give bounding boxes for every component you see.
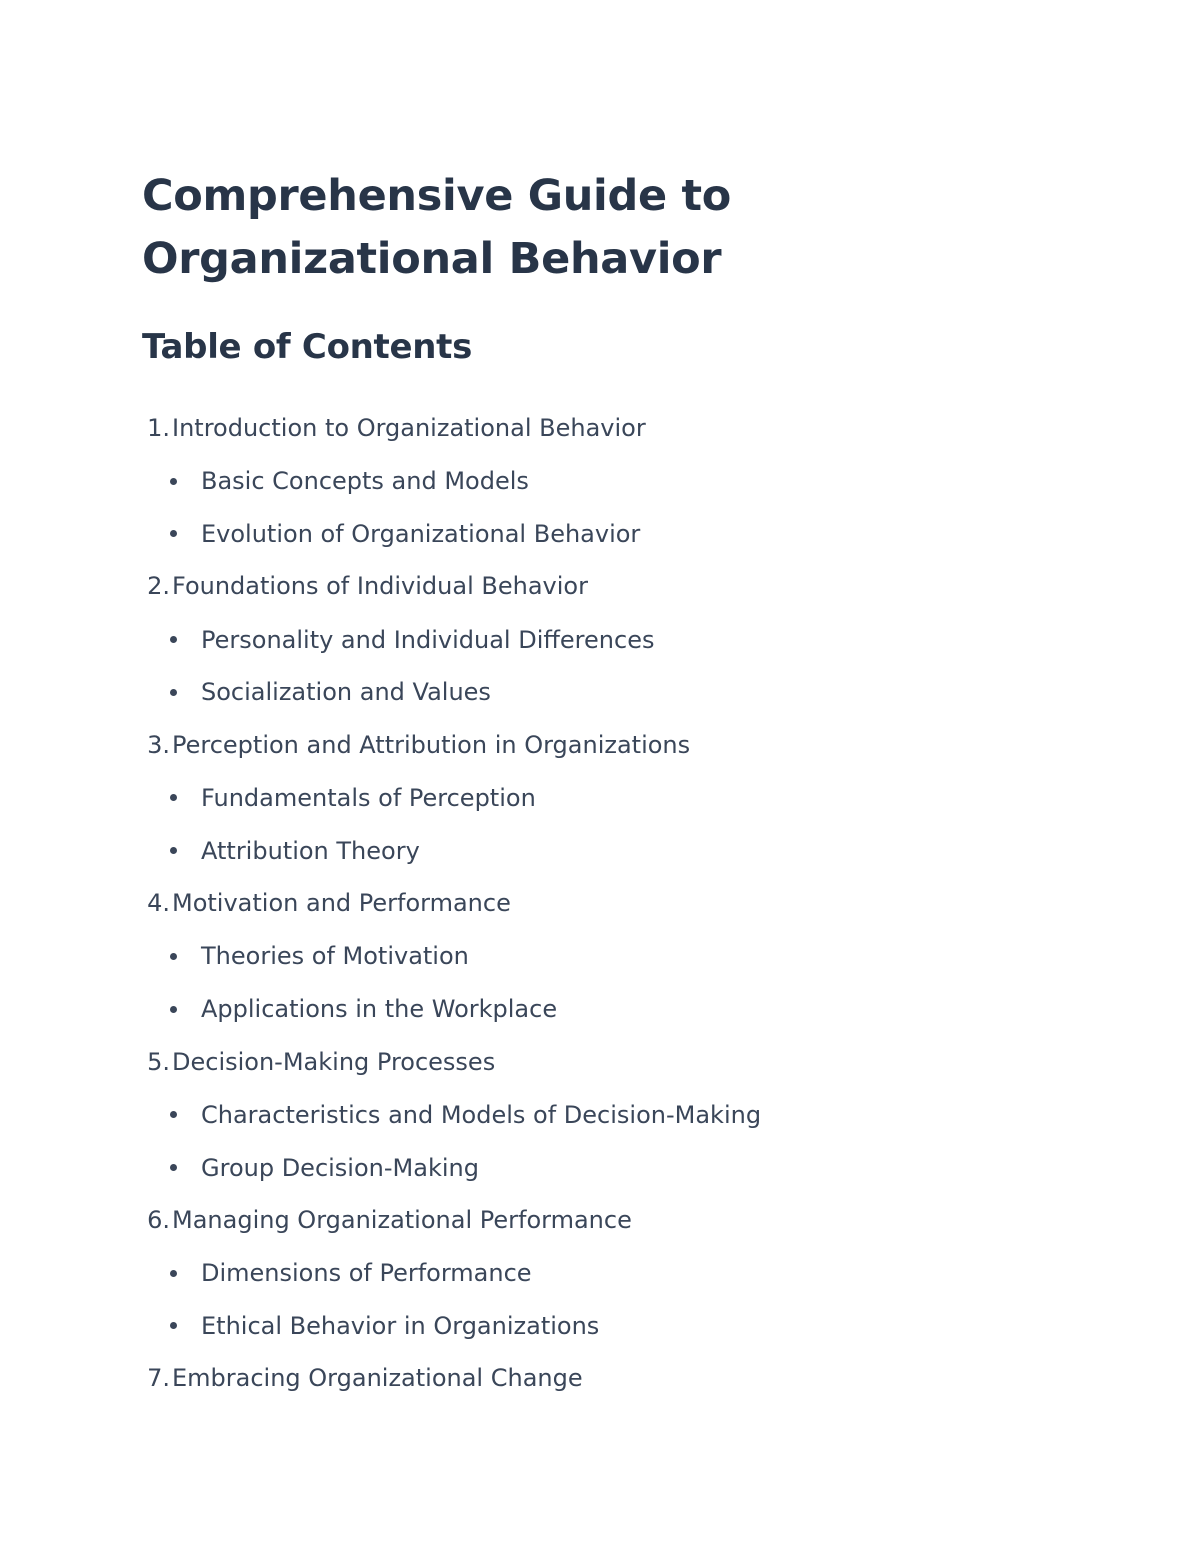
toc-section-row [142, 719, 1042, 772]
toc-section-number: 1. [147, 414, 170, 442]
toc-section-4 [142, 877, 1042, 1035]
toc-subsection-item [142, 930, 1042, 983]
bullet-icon [170, 847, 177, 854]
bullet-icon [170, 689, 177, 696]
table-of-contents [142, 402, 1042, 1405]
toc-subsection-item [142, 1141, 1042, 1194]
toc-section-number: 5. [147, 1047, 170, 1076]
toc-subsection-list [142, 613, 1042, 719]
toc-section-label: Decision-Making Processes [172, 1047, 496, 1076]
toc-section-5 [142, 1036, 1042, 1194]
toc-section-7 [142, 1352, 1042, 1405]
toc-section-label: Foundations of Individual Behavior [172, 572, 588, 601]
toc-subsection-item [142, 666, 1042, 719]
toc-subsection-label: Socialization and Values [201, 678, 491, 707]
toc-section-row [142, 560, 1042, 613]
toc-section-row [142, 1194, 1042, 1247]
toc-subsection-label: Evolution of Organizational Behavior [201, 519, 641, 548]
toc-section-1 [142, 402, 1042, 560]
toc-subsection-label: Fundamentals of Perception [201, 783, 536, 812]
toc-subsection-list [142, 1088, 1042, 1194]
toc-section-3 [142, 719, 1042, 877]
toc-section-label: Managing Organizational Performance [172, 1205, 632, 1234]
toc-subsection-list [142, 930, 1042, 1036]
toc-subsection-list [142, 455, 1042, 561]
toc-section-6 [142, 1194, 1042, 1352]
bullet-icon [170, 1006, 177, 1013]
toc-subsection-label: Theories of Motivation [201, 942, 469, 971]
document-page [142, 165, 1042, 1405]
document-title-line-1: Comprehensive Guide to [142, 171, 731, 221]
toc-subsection-item [142, 455, 1042, 508]
toc-section-row [142, 1036, 1042, 1089]
toc-section-label: Motivation and Performance [172, 889, 511, 918]
toc-subsection-item [142, 1300, 1042, 1353]
bullet-icon [170, 530, 177, 537]
document-title [142, 165, 1042, 291]
bullet-icon [170, 1322, 177, 1329]
document-title-line-2: Organizational Behavior [142, 234, 722, 284]
toc-subsection-item [142, 1088, 1042, 1141]
toc-subsection-label: Attribution Theory [201, 836, 420, 865]
toc-subsection-label: Ethical Behavior in Organizations [201, 1311, 600, 1340]
toc-section-label: Introduction to Organizational Behavior [172, 414, 646, 442]
toc-subsection-label: Group Decision-Making [201, 1153, 479, 1182]
toc-section-label: Embracing Organizational Change [172, 1364, 583, 1393]
toc-subsection-item [142, 1247, 1042, 1300]
toc-heading: Table of Contents [142, 327, 473, 367]
toc-section-number: 6. [147, 1205, 170, 1234]
toc-section-row [142, 402, 1042, 455]
toc-subsection-label: Dimensions of Performance [201, 1259, 532, 1288]
bullet-icon [170, 794, 177, 801]
toc-section-number: 3. [147, 730, 170, 759]
bullet-icon [170, 1270, 177, 1277]
toc-subsection-label: Characteristics and Models of Decision-Making [201, 1100, 762, 1129]
toc-section-2 [142, 560, 1042, 718]
toc-subsection-label: Applications in the Workplace [201, 995, 558, 1024]
toc-section-number: 4. [147, 889, 170, 918]
toc-subsection-label: Basic Concepts and Models [201, 467, 529, 496]
bullet-icon [170, 1111, 177, 1118]
toc-subsection-list [142, 1247, 1042, 1353]
toc-subsection-list [142, 772, 1042, 878]
bullet-icon [170, 478, 177, 485]
toc-section-row [142, 877, 1042, 930]
bullet-icon [170, 636, 177, 643]
toc-subsection-item [142, 508, 1042, 561]
toc-subsection-label: Personality and Individual Differences [201, 625, 655, 654]
bullet-icon [170, 953, 177, 960]
toc-section-label: Perception and Attribution in Organizations [172, 730, 691, 759]
bullet-icon [170, 1164, 177, 1171]
toc-subsection-item [142, 772, 1042, 825]
toc-subsection-item [142, 824, 1042, 877]
toc-subsection-item [142, 983, 1042, 1036]
toc-section-number: 2. [147, 572, 170, 601]
toc-section-row [142, 1352, 1042, 1405]
toc-subsection-item [142, 613, 1042, 666]
toc-section-number: 7. [147, 1364, 170, 1393]
